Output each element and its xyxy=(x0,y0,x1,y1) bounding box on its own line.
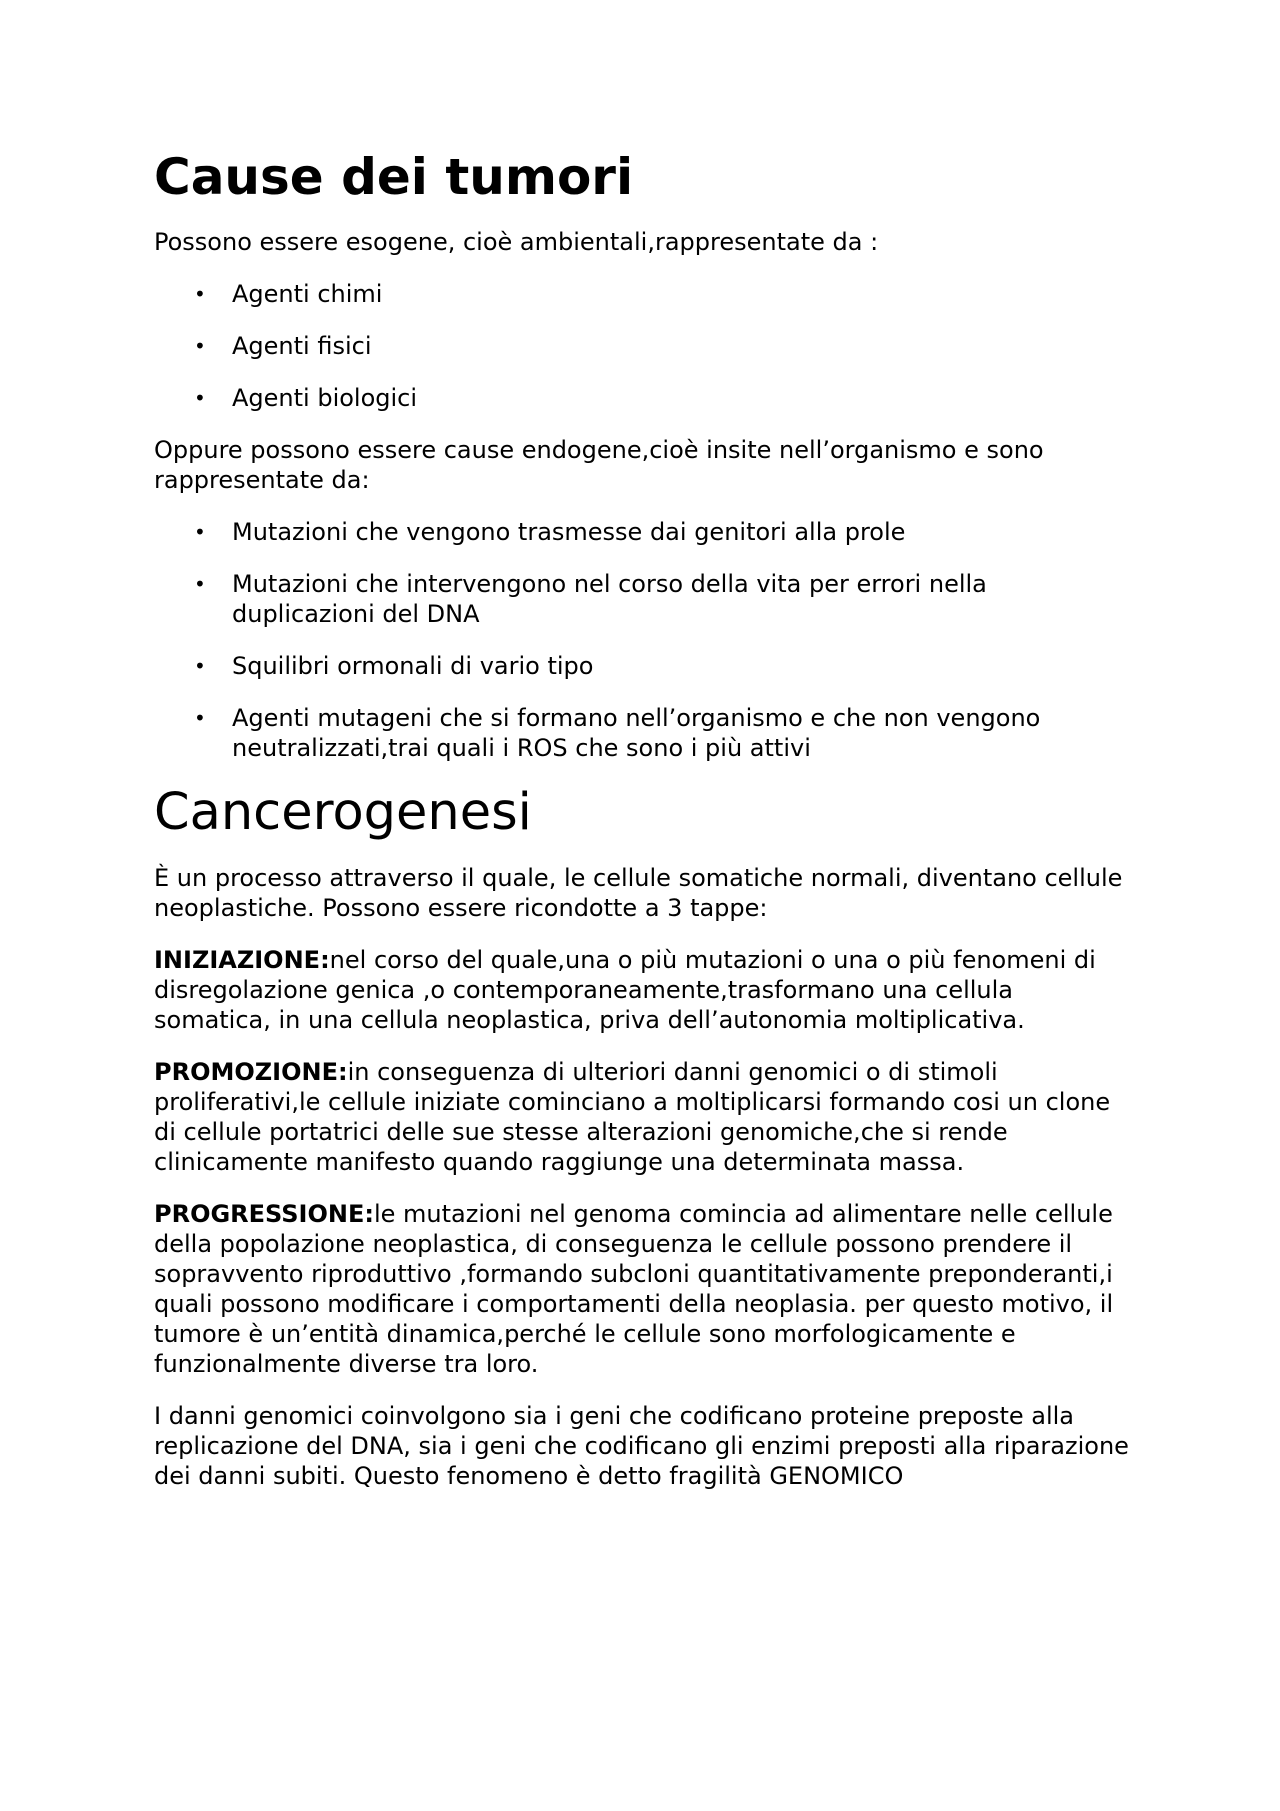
endogenous-intro: Oppure possono essere cause endogene,cioè insite nell’organismo e sono rappresentate da: xyxy=(154,436,1044,494)
closing-paragraph: I danni genomici coinvolgono sia i geni che codificano proteine preposte alla replicazione del DNA, sia i geni che codificano gli enzimi preposti alla riparazione dei danni subiti. Questo fenomeno è detto fragilità GENOMICO xyxy=(154,1402,1129,1491)
stage-text: nel corso del quale,una o più mutazioni o una o più fenomeni di disregolazione genica ,o contemporaneamente,trasformano una cellula somatica, in una cellula neoplastica, priva dell’autonomia moltiplicativa. xyxy=(154,946,1096,1035)
stage-promozione xyxy=(154,1057,1130,1177)
stage-iniziazione xyxy=(154,945,1130,1035)
stage-text: in conseguenza di ulteriori danni genomici o di stimoli proliferativi,le cellule iniziate cominciano a moltiplicarsi formando cosi un clone di cellule portatrici delle sue stesse alterazioni genomiche,che si rende clinicamente manifesto quando raggiunge una determinata massa. xyxy=(154,1058,1111,1177)
exogenous-list xyxy=(154,279,1130,413)
stage-label: PROGRESSIONE: xyxy=(154,1200,374,1229)
list-item: • Squilibri ormonali di vario tipo xyxy=(194,652,594,680)
section-title-cause: Cause dei tumori xyxy=(154,148,634,206)
stage-text: le mutazioni nel genoma comincia ad alimentare nelle cellule della popolazione neoplastica, di conseguenza le cellule possono prendere il sopravvento riproduttivo ,formando subcloni quantitativamente preponderanti,i quali possono modificare i comportamenti della neoplasia. per questo motivo, il tumore è un’entità dinamica,perché le cellule sono morfologicamente e funzionalmente diverse tra loro. xyxy=(154,1200,1114,1379)
list-item: • Agenti mutageni che si formano nell’organismo e che non vengono neutralizzati,trai quali i ROS che sono i più attivi xyxy=(194,704,1041,762)
section-title-cancerogenesi: Cancerogenesi xyxy=(154,783,532,842)
list-item: • Mutazioni che intervengono nel corso della vita per errori nella duplicazioni del DNA xyxy=(194,570,987,628)
list-item: • Agenti chimi xyxy=(194,280,383,308)
list-item: • Agenti fisici xyxy=(194,332,372,360)
endogenous-list xyxy=(154,517,1130,763)
bullet-icon: • xyxy=(194,572,206,596)
bullet-icon: • xyxy=(194,282,206,306)
bullet-icon: • xyxy=(194,334,206,358)
bullet-icon: • xyxy=(194,706,206,730)
stage-progressione xyxy=(154,1199,1130,1379)
bullet-icon: • xyxy=(194,654,206,678)
stage-label: PROMOZIONE: xyxy=(154,1058,348,1087)
list-item: • Mutazioni che vengono trasmesse dai genitori alla prole xyxy=(194,518,906,546)
cancerogenesi-intro: È un processo attraverso il quale, le cellule somatiche normali, diventano cellule neoplastiche. Possono essere ricondotte a 3 tappe: xyxy=(154,864,1123,923)
stage-label: INIZIAZIONE: xyxy=(154,946,330,975)
exogenous-intro: Possono essere esogene, cioè ambientali,rappresentate da : xyxy=(154,228,879,256)
list-item: • Agenti biologici xyxy=(194,384,418,412)
bullet-icon: • xyxy=(194,520,206,544)
bullet-icon: • xyxy=(194,386,206,410)
